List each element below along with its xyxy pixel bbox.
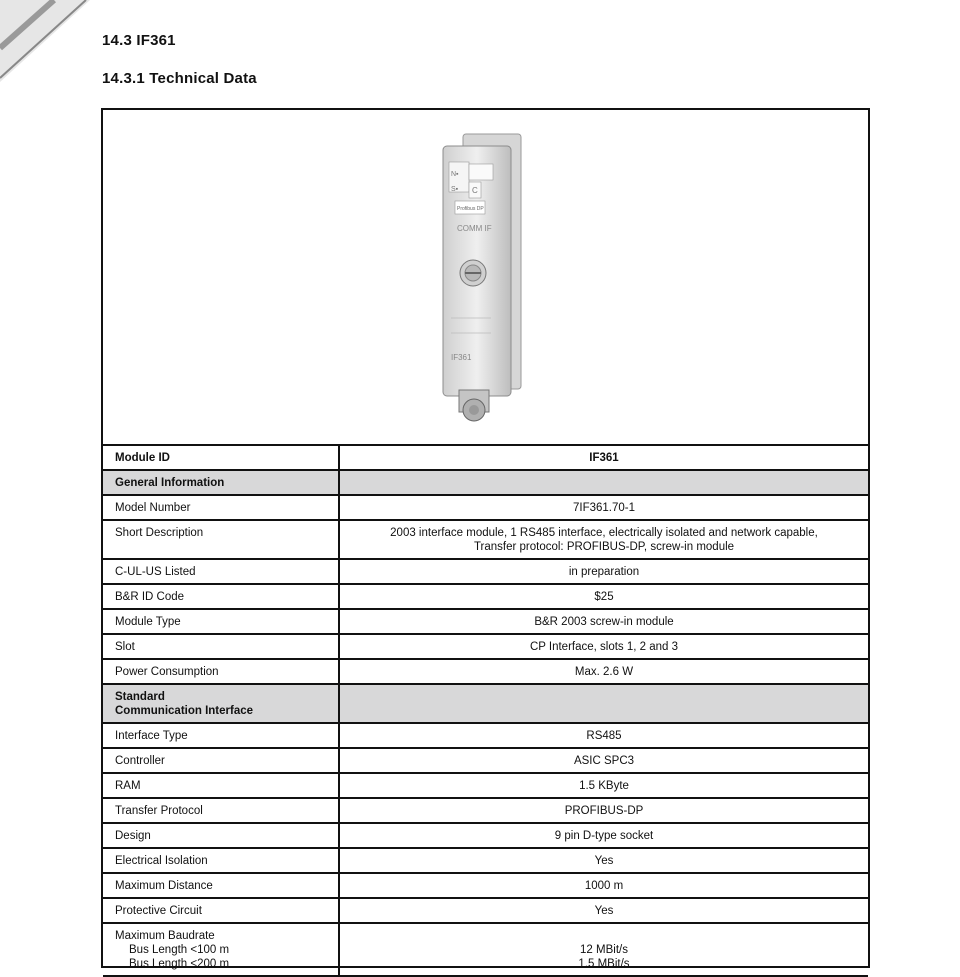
row-key-sub1: Bus Length <100 m [129, 944, 230, 956]
row-key: RAM [103, 773, 339, 798]
row-key: Power Consumption [103, 659, 339, 684]
row-value: RS485 [339, 723, 868, 748]
table-row [103, 748, 868, 773]
row-key [103, 923, 339, 976]
row-key-line2: Communication Interface [115, 705, 254, 717]
row-key: Maximum Distance [103, 873, 339, 898]
row-key: Short Description [103, 520, 339, 559]
row-key: Module Type [103, 609, 339, 634]
module-label-comm-if: COMM IF [457, 224, 492, 233]
row-value-line2: Transfer protocol: PROFIBUS-DP, screw-in module [473, 541, 735, 553]
header-key: Module ID [103, 446, 339, 470]
row-value: 7IF361.70-1 [339, 495, 868, 520]
row-value: 1000 m [339, 873, 868, 898]
technical-data-table [103, 446, 868, 977]
table-row [103, 823, 868, 848]
row-value: in preparation [339, 559, 868, 584]
table-header-row [103, 446, 868, 470]
row-value [339, 923, 868, 976]
table-row [103, 723, 868, 748]
module-label-profibus: Profibus DP [457, 206, 484, 212]
header-value: IF361 [339, 446, 868, 470]
row-key [103, 684, 339, 723]
subsection-title: 14.3.1 Technical Data [102, 70, 257, 87]
row-value: B&R 2003 screw-in module [339, 609, 868, 634]
row-key: Controller [103, 748, 339, 773]
row-key: C-UL-US Listed [103, 559, 339, 584]
table-row [103, 520, 868, 559]
page-corner-decoration [0, 0, 90, 82]
row-value: 1.5 KByte [339, 773, 868, 798]
row-key: Model Number [103, 495, 339, 520]
technical-data-frame [101, 108, 870, 968]
row-key-sub2: Bus Length <200 m [129, 958, 230, 970]
section-row-general [103, 470, 868, 495]
table-row [103, 773, 868, 798]
module-label-s: S▪ [451, 186, 459, 193]
row-value: CP Interface, slots 1, 2 and 3 [339, 634, 868, 659]
row-value: ASIC SPC3 [339, 748, 868, 773]
row-value: Yes [339, 848, 868, 873]
module-photo-area [103, 110, 868, 446]
table-row [103, 659, 868, 684]
table-row [103, 873, 868, 898]
table-row [103, 584, 868, 609]
module-label-c: C [472, 186, 478, 195]
row-key: B&R ID Code [103, 584, 339, 609]
table-row [103, 495, 868, 520]
row-key: Slot [103, 634, 339, 659]
table-row [103, 923, 868, 976]
table-row [103, 898, 868, 923]
row-value: 9 pin D-type socket [339, 823, 868, 848]
table-row [103, 848, 868, 873]
row-key: Interface Type [103, 723, 339, 748]
row-value-line1: 2003 interface module, 1 RS485 interface, electrically isolated and network capable, [390, 527, 818, 539]
row-key: Design [103, 823, 339, 848]
row-value-line1: 12 MBit/s [580, 944, 628, 956]
table-row [103, 559, 868, 584]
table-row [103, 634, 868, 659]
module-label-model: IF361 [451, 353, 472, 362]
row-value: $25 [339, 584, 868, 609]
row-key: Protective Circuit [103, 898, 339, 923]
row-value: PROFIBUS-DP [339, 798, 868, 823]
module-photo [433, 128, 533, 428]
row-value: Yes [339, 898, 868, 923]
row-value [339, 684, 868, 723]
row-key-line1: Standard [115, 691, 165, 703]
table-row [103, 609, 868, 634]
row-key: Transfer Protocol [103, 798, 339, 823]
table-row [103, 798, 868, 823]
row-value-line2: 1.5 MBit/s [578, 958, 630, 970]
row-value [339, 470, 868, 495]
row-key: Electrical Isolation [103, 848, 339, 873]
row-key: General Information [103, 470, 339, 495]
row-key-line1: Maximum Baudrate [115, 930, 215, 942]
row-value [339, 520, 868, 559]
row-value: Max. 2.6 W [339, 659, 868, 684]
section-title: 14.3 IF361 [102, 32, 176, 49]
module-label-n: N▪ [451, 171, 459, 178]
section-row-communication [103, 684, 868, 723]
